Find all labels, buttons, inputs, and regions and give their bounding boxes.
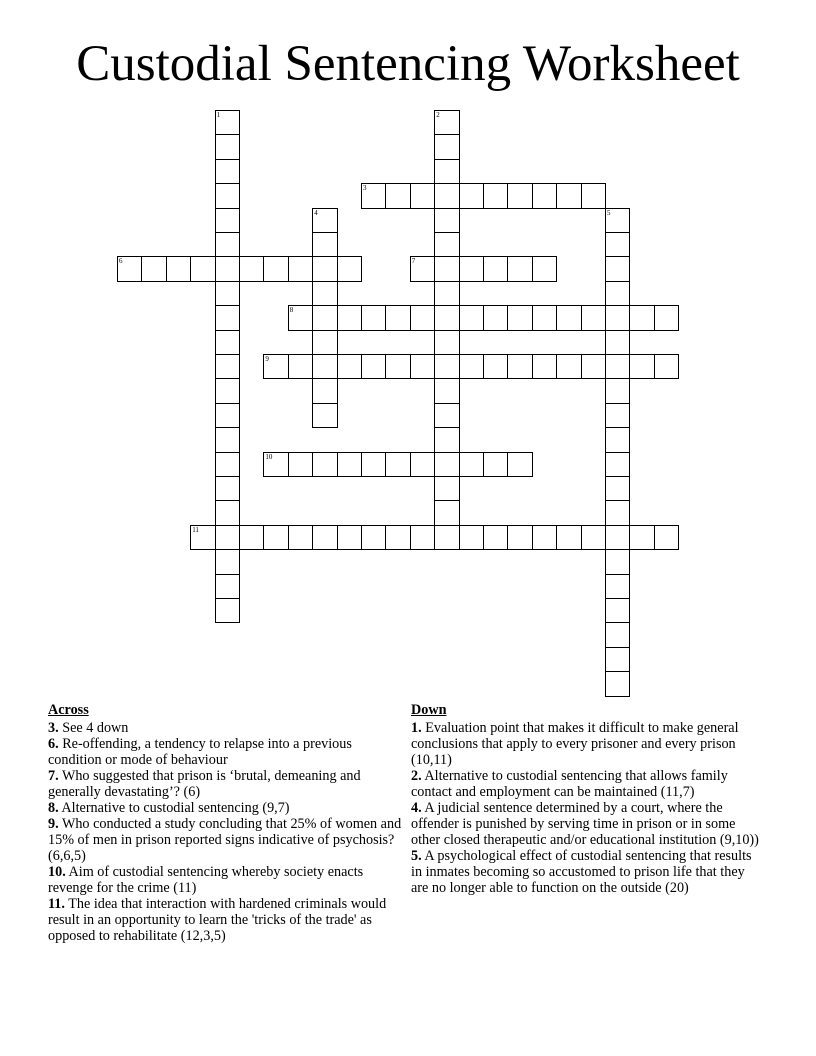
grid-cell[interactable]	[361, 305, 386, 330]
grid-cell[interactable]	[410, 452, 435, 477]
clue-number: 9.	[48, 816, 59, 832]
clue-number: 3.	[48, 720, 59, 736]
down-heading: Down	[411, 702, 447, 718]
grid-cell[interactable]	[337, 525, 362, 550]
grid-cell[interactable]	[483, 183, 508, 208]
grid-cell[interactable]	[434, 354, 459, 379]
grid-cell[interactable]	[629, 354, 654, 379]
clue-down-2	[411, 768, 763, 800]
grid-cell[interactable]	[434, 134, 459, 159]
clue-number: 7.	[48, 768, 59, 784]
grid-cell[interactable]	[434, 208, 459, 233]
clue-text: Alternative to custodial sentencing that allows family contact and employment can be maintained (11,7)	[411, 768, 728, 800]
grid-cell[interactable]	[605, 427, 630, 452]
grid-cell[interactable]	[434, 110, 459, 135]
grid-cell[interactable]	[434, 476, 459, 501]
grid-cell[interactable]	[605, 232, 630, 257]
grid-cell[interactable]	[581, 354, 606, 379]
cell-number: 1	[216, 111, 221, 119]
clue-text: A judicial sentence determined by a court, where the offender is punished by serving time in prison or in some other closed therapeutic and/or educational institution (9,10))	[411, 800, 759, 848]
grid-cell[interactable]	[434, 305, 459, 330]
cell-number: 6	[119, 257, 123, 266]
grid-cell[interactable]	[312, 452, 337, 477]
clue-text: Who suggested that prison is ‘brutal, demeaning and generally devastating’? (6)	[48, 768, 361, 800]
grid-cell[interactable]	[361, 354, 386, 379]
grid-cell[interactable]	[605, 671, 630, 696]
grid-cell[interactable]	[556, 525, 581, 550]
clue-down-4	[411, 800, 763, 848]
grid-cell[interactable]	[605, 452, 630, 477]
grid-cell[interactable]	[337, 452, 362, 477]
grid-cell[interactable]	[605, 598, 630, 623]
clue-text: Who conducted a study concluding that 25% of women and 15% of men in prison reported signs indicative of psychosis? (6,6,5)	[48, 816, 402, 864]
grid-cell[interactable]	[215, 525, 240, 550]
grid-cell[interactable]	[312, 305, 337, 330]
clue-number: 8.	[48, 800, 59, 816]
grid-cell[interactable]	[215, 159, 240, 184]
grid-cell[interactable]	[312, 330, 337, 355]
grid-cell[interactable]	[288, 305, 313, 330]
grid-cell[interactable]	[654, 305, 679, 330]
grid-cell[interactable]	[215, 134, 240, 159]
grid-cell[interactable]	[337, 354, 362, 379]
grid-cell[interactable]	[385, 354, 410, 379]
cell-number: 10	[265, 452, 273, 461]
grid-cell[interactable]	[605, 574, 630, 599]
grid-cell[interactable]	[434, 232, 459, 257]
grid-cell[interactable]	[385, 183, 410, 208]
clue-number: 6.	[48, 736, 59, 752]
grid-cell[interactable]	[263, 354, 288, 379]
across-heading: Across	[48, 702, 89, 718]
grid-cell[interactable]	[215, 403, 240, 428]
grid-cell[interactable]	[605, 525, 630, 550]
grid-cell[interactable]	[483, 452, 508, 477]
grid-cell[interactable]	[459, 256, 484, 281]
grid-cell[interactable]	[532, 183, 557, 208]
grid-cell[interactable]	[434, 525, 459, 550]
grid-cell[interactable]	[459, 525, 484, 550]
grid-cell[interactable]	[215, 378, 240, 403]
grid-cell[interactable]	[385, 305, 410, 330]
grid-cell[interactable]	[312, 281, 337, 306]
cell-number: 3	[363, 184, 367, 193]
grid-cell[interactable]	[215, 354, 240, 379]
clue-number: 2.	[411, 768, 422, 784]
grid-cell[interactable]	[410, 256, 435, 281]
grid-cell[interactable]	[434, 378, 459, 403]
grid-cell[interactable]	[483, 256, 508, 281]
clue-text: The idea that interaction with hardened criminals would result in an opportunity to learn the 'tricks of the trade' as opposed to rehabilitate (12,3,5)	[48, 896, 387, 944]
grid-cell[interactable]	[215, 256, 240, 281]
grid-cell[interactable]	[288, 256, 313, 281]
grid-cell[interactable]	[312, 208, 337, 233]
grid-cell[interactable]	[605, 378, 630, 403]
grid-cell[interactable]	[215, 330, 240, 355]
grid-cell[interactable]	[288, 525, 313, 550]
clue-number: 1.	[411, 720, 422, 736]
grid-cell[interactable]	[215, 110, 240, 135]
grid-cell[interactable]	[215, 281, 240, 306]
grid-cell[interactable]	[459, 183, 484, 208]
grid-cell[interactable]	[215, 305, 240, 330]
grid-cell[interactable]	[434, 403, 459, 428]
grid-cell[interactable]	[605, 403, 630, 428]
grid-cell[interactable]	[215, 549, 240, 574]
grid-cell[interactable]	[361, 452, 386, 477]
grid-cell[interactable]	[215, 183, 240, 208]
clue-across-9	[48, 816, 402, 864]
cell-number: 7	[411, 257, 416, 266]
cell-number: 8	[289, 306, 294, 315]
grid-cell[interactable]	[581, 525, 606, 550]
clue-text: Alternative to custodial sentencing (9,7)	[61, 800, 290, 816]
grid-cell[interactable]	[434, 256, 459, 281]
grid-cell[interactable]	[215, 452, 240, 477]
grid-cell[interactable]	[312, 256, 337, 281]
grid-cell[interactable]	[483, 354, 508, 379]
grid-cell[interactable]	[605, 208, 630, 233]
grid-cell[interactable]	[605, 256, 630, 281]
clue-text: A psychological effect of custodial sentencing that results in inmates becoming so accustomed to prison life that they are no longer able to function on the outside (20)	[411, 848, 752, 896]
grid-cell[interactable]	[263, 452, 288, 477]
grid-cell[interactable]	[605, 647, 630, 672]
grid-cell[interactable]	[629, 525, 654, 550]
grid-cell[interactable]	[605, 476, 630, 501]
cell-number: 9	[265, 355, 269, 363]
grid-cell[interactable]	[312, 525, 337, 550]
grid-cell[interactable]	[190, 256, 215, 281]
grid-cell[interactable]	[532, 354, 557, 379]
grid-cell[interactable]	[459, 305, 484, 330]
clue-number: 11.	[48, 896, 65, 912]
grid-cell[interactable]	[434, 500, 459, 525]
grid-cell[interactable]	[312, 378, 337, 403]
grid-cell[interactable]	[239, 256, 264, 281]
clue-text: Aim of custodial sentencing whereby society enacts revenge for the crime (11)	[48, 864, 364, 896]
grid-cell[interactable]	[581, 183, 606, 208]
clue-number: 5.	[411, 848, 422, 864]
grid-cell[interactable]	[605, 622, 630, 647]
grid-cell[interactable]	[410, 525, 435, 550]
grid-cell[interactable]	[507, 305, 532, 330]
grid-cell[interactable]	[605, 500, 630, 525]
clue-down-1	[411, 720, 763, 768]
clue-text: Evaluation point that makes it difficult to make general conclusions that apply to every prisoner and every prison (10,11)	[411, 720, 739, 768]
cell-number: 2	[436, 111, 440, 119]
grid-cell[interactable]	[605, 354, 630, 379]
grid-cell[interactable]	[434, 452, 459, 477]
grid-cell[interactable]	[532, 256, 557, 281]
clue-number: 10.	[48, 864, 66, 880]
grid-cell[interactable]	[410, 305, 435, 330]
grid-cell[interactable]	[629, 305, 654, 330]
grid-cell[interactable]	[215, 232, 240, 257]
clue-text: See 4 down	[62, 720, 129, 736]
grid-cell[interactable]	[190, 525, 215, 550]
across-clues	[48, 702, 402, 944]
grid-cell[interactable]	[434, 183, 459, 208]
clue-across-10	[48, 864, 402, 896]
down-clues	[411, 702, 763, 896]
clue-text: Re-offending, a tendency to relapse into a previous condition or mode of behaviour	[48, 736, 352, 768]
grid-cell[interactable]	[654, 525, 679, 550]
grid-cell[interactable]	[507, 256, 532, 281]
grid-cell[interactable]	[215, 476, 240, 501]
cell-number: 5	[607, 208, 611, 217]
grid-cell[interactable]	[215, 427, 240, 452]
grid-cell[interactable]	[117, 256, 142, 281]
grid-cell[interactable]	[288, 354, 313, 379]
grid-cell[interactable]	[581, 305, 606, 330]
grid-cell[interactable]	[605, 281, 630, 306]
grid-cell[interactable]	[215, 598, 240, 623]
grid-cell[interactable]	[361, 525, 386, 550]
clue-across-11	[48, 896, 402, 944]
grid-cell[interactable]	[507, 452, 532, 477]
grid-cell[interactable]	[507, 183, 532, 208]
grid-cell[interactable]	[434, 281, 459, 306]
clue-down-5	[411, 848, 763, 896]
grid-cell[interactable]	[361, 183, 386, 208]
grid-cell[interactable]	[263, 256, 288, 281]
grid-cell[interactable]	[312, 403, 337, 428]
grid-cell[interactable]	[215, 208, 240, 233]
grid-cell[interactable]	[288, 452, 313, 477]
grid-cell[interactable]	[459, 452, 484, 477]
grid-cell[interactable]	[410, 354, 435, 379]
clue-across-6	[48, 736, 402, 768]
grid-cell[interactable]	[215, 500, 240, 525]
grid-cell[interactable]	[532, 525, 557, 550]
grid-cell[interactable]	[459, 354, 484, 379]
clue-number: 4.	[411, 800, 422, 816]
grid-cell[interactable]	[312, 354, 337, 379]
grid-cell[interactable]	[239, 525, 264, 550]
grid-cell[interactable]	[434, 159, 459, 184]
grid-cell[interactable]	[385, 525, 410, 550]
grid-cell[interactable]	[654, 354, 679, 379]
grid-cell[interactable]	[605, 305, 630, 330]
grid-cell[interactable]	[556, 183, 581, 208]
grid-cell[interactable]	[483, 525, 508, 550]
grid-cell[interactable]	[215, 574, 240, 599]
grid-cell[interactable]	[507, 525, 532, 550]
grid-cell[interactable]	[312, 232, 337, 257]
grid-cell[interactable]	[605, 330, 630, 355]
grid-cell[interactable]	[263, 525, 288, 550]
grid-cell[interactable]	[483, 305, 508, 330]
grid-cell[interactable]	[337, 256, 362, 281]
grid-cell[interactable]	[556, 354, 581, 379]
clue-across-8	[48, 800, 402, 816]
grid-cell[interactable]	[141, 256, 166, 281]
grid-cell[interactable]	[385, 452, 410, 477]
cell-number: 4	[314, 208, 318, 217]
grid-cell[interactable]	[434, 427, 459, 452]
clue-across-3	[48, 720, 402, 736]
clue-across-7	[48, 768, 402, 800]
grid-cell[interactable]	[410, 183, 435, 208]
grid-cell[interactable]	[166, 256, 191, 281]
grid-cell[interactable]	[507, 354, 532, 379]
grid-cell[interactable]	[605, 549, 630, 574]
grid-cell[interactable]	[434, 330, 459, 355]
grid-cell[interactable]	[556, 305, 581, 330]
page-title: Custodial Sentencing Worksheet	[76, 36, 740, 92]
cell-number: 11	[192, 525, 199, 534]
grid-cell[interactable]	[337, 305, 362, 330]
grid-cell[interactable]	[532, 305, 557, 330]
